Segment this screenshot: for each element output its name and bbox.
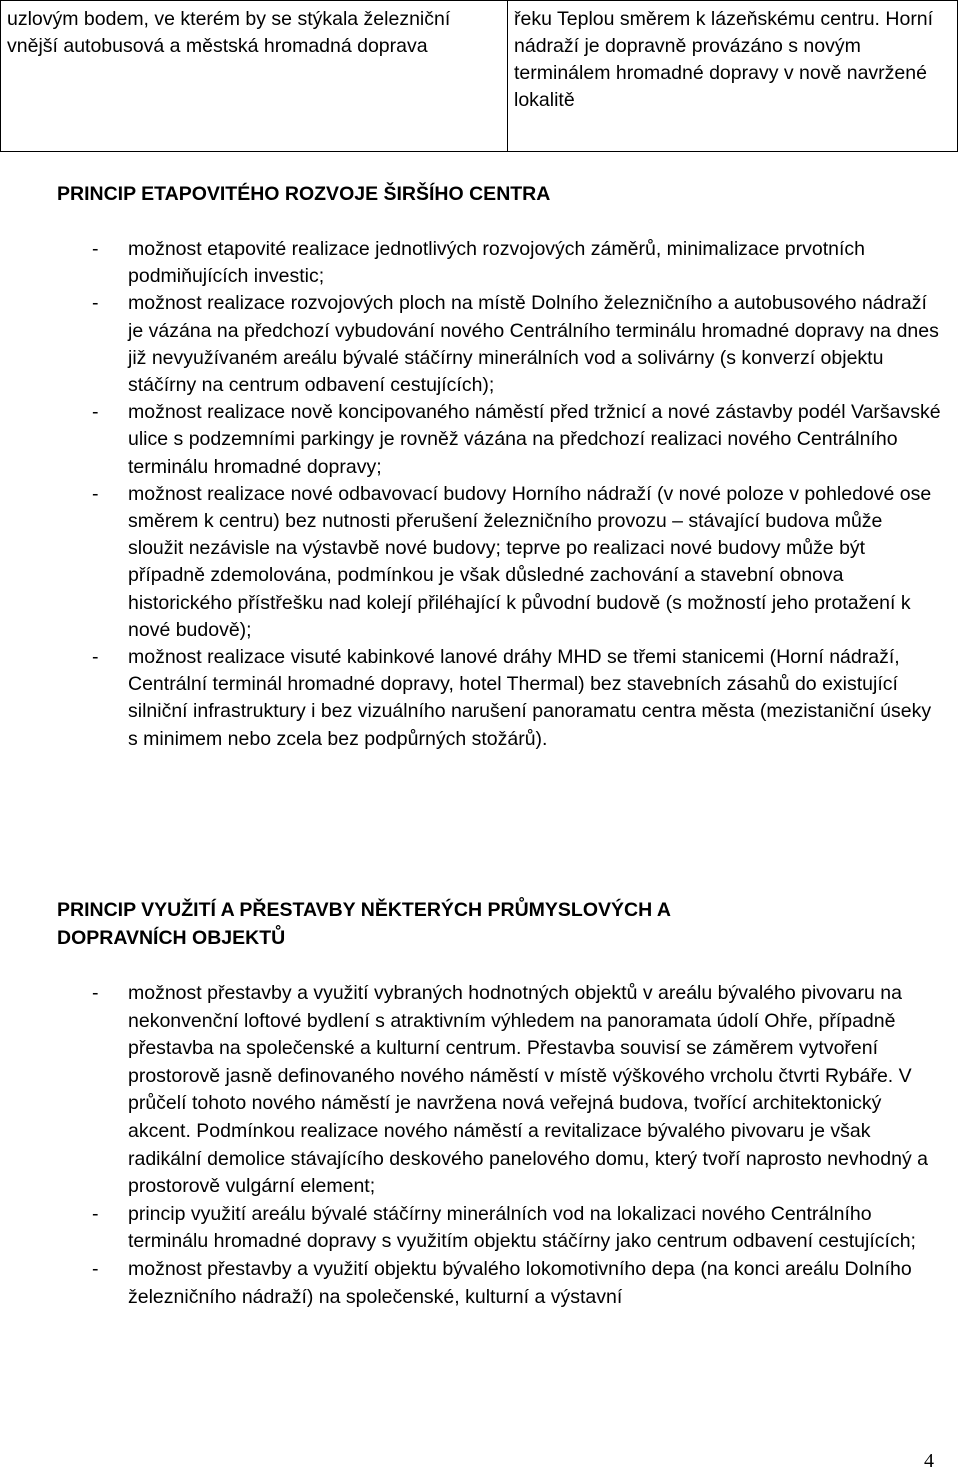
- list-dash: -: [92, 982, 99, 1004]
- section-heading-prumyslove-objekty: [57, 896, 671, 952]
- list-dash: -: [92, 1257, 99, 1280]
- section-heading-line: PRINCIP VYUŽITÍ A PŘESTAVBY NĚKTERÝCH PRŮMYSLOVÝCH A: [57, 899, 671, 921]
- list-item-text: možnost realizace visuté kabinkové lanové dráhy MHD se třemi stanicemi (Horní nádraží, Centrální terminál hromadné dopravy, hotel Thermal) bez stavebních zásahů do existující silniční infrastruktury i bez vizuálního narušení panoramatu centra města (mezistaniční úseky s minimem nebo zcela bez podpůrných stožárů).: [128, 646, 932, 750]
- table-cell-right: řeku Teplou směrem k lázeňskému centru. Horní nádraží je dopravně provázáno s novým terminálem hromadné dopravy v nově navržené lokalitě: [508, 1, 958, 152]
- list-dash: -: [92, 646, 99, 669]
- table-row: [1, 1, 958, 152]
- list-item-text: možnost etapovité realizace jednotlivých rozvojových záměrů, minimalizace prvotních podmiňujících investic;: [128, 238, 865, 288]
- list-item: [0, 644, 960, 753]
- section-list-prumyslove-objekty: [0, 980, 960, 1311]
- section-list-etapovity-rozvoj: [0, 236, 960, 753]
- list-item: [0, 399, 960, 481]
- list-item-text: možnost realizace rozvojových ploch na místě Dolního železničního a autobusového nádraží je vázána na předchozí vybudování nového Centrálního terminálu hromadné dopravy na dnes již nevyužívaném areálu bývalé stáčírny minerálních vod a solivárny (s konverzí objektu stáčírny na centrum odbavení cestujících);: [128, 292, 939, 397]
- list-item: [0, 1256, 960, 1311]
- list-dash: -: [92, 401, 99, 424]
- section-heading-etapovity-rozvoj: PRINCIP ETAPOVITÉHO ROZVOJE ŠIRŠÍHO CENTRA: [57, 183, 551, 205]
- table-cell-left: uzlovým bodem, ve kterém by se stýkala železniční vnější autobusová a městská hromadná doprava: [1, 1, 508, 152]
- continuation-table: [0, 0, 958, 152]
- list-dash: -: [92, 292, 99, 315]
- list-item: [0, 236, 960, 290]
- list-dash: -: [92, 482, 99, 505]
- list-dash: -: [92, 1202, 99, 1225]
- list-item: [0, 1201, 960, 1256]
- list-item-text: princip využití areálu bývalé stáčírny minerálních vod na lokalizaci nového Centrálního terminálu hromadné dopravy s využitím objektu stáčírny jako centrum odbavení cestujících;: [128, 1202, 916, 1253]
- list-item-text: možnost realizace nové odbavovací budovy Horního nádraží (v nové poloze v pohledové ose směrem k centru) bez nutnosti přerušení železničního provozu – stávající budova může sloužit nezávisle na výstavbě nové budovy; teprve po realizaci nové budovy může být případně zdemolována, podmínkou je však důsledné zachování a stavební obnova historického přístřešku nad kolejí přiléhající k původní budově (s možností jeho protažení k nové budově);: [128, 482, 932, 641]
- list-item-text: možnost přestavby a využití objektu bývalého lokomotivního depa (na konci areálu Dolního železničního nádraží) na společenské, kulturní a výstavní: [128, 1257, 912, 1308]
- page-number: 4: [924, 1450, 934, 1472]
- section-heading-line: DOPRAVNÍCH OBJEKTŮ: [57, 927, 286, 949]
- list-item: [0, 290, 960, 399]
- list-dash: -: [92, 238, 99, 260]
- list-item-text: možnost přestavby a využití vybraných hodnotných objektů v areálu bývalého pivovaru na nekonvenční loftové bydlení s atraktivním výhledem na panoramata údolí Ohře, případně přestavba na společenské a kulturní centrum. Přestavba souvisí se záměrem vytvoření prostorově jasně definovaného nového náměstí v místě výškového vrcholu čtvrti Rybáře. V průčelí tohoto nového náměstí je navržena nová veřejná budova, tvořící architektonický akcent. Podmínkou realizace nového náměstí a revitalizace bývalého pivovaru je však radikální demolice stávajícího deskového panelového domu, který tvoří naprosto nevhodný a prostorově vulgární element;: [128, 982, 928, 1198]
- list-item-text: možnost realizace nově koncipovaného náměstí před tržnicí a nové zástavby podél Varšavské ulice s podzemními parkingy je rovněž vázána na předchozí realizaci nového Centrálního terminálu hromadné dopravy;: [128, 401, 941, 478]
- list-item: [0, 481, 960, 644]
- list-item: [0, 980, 960, 1201]
